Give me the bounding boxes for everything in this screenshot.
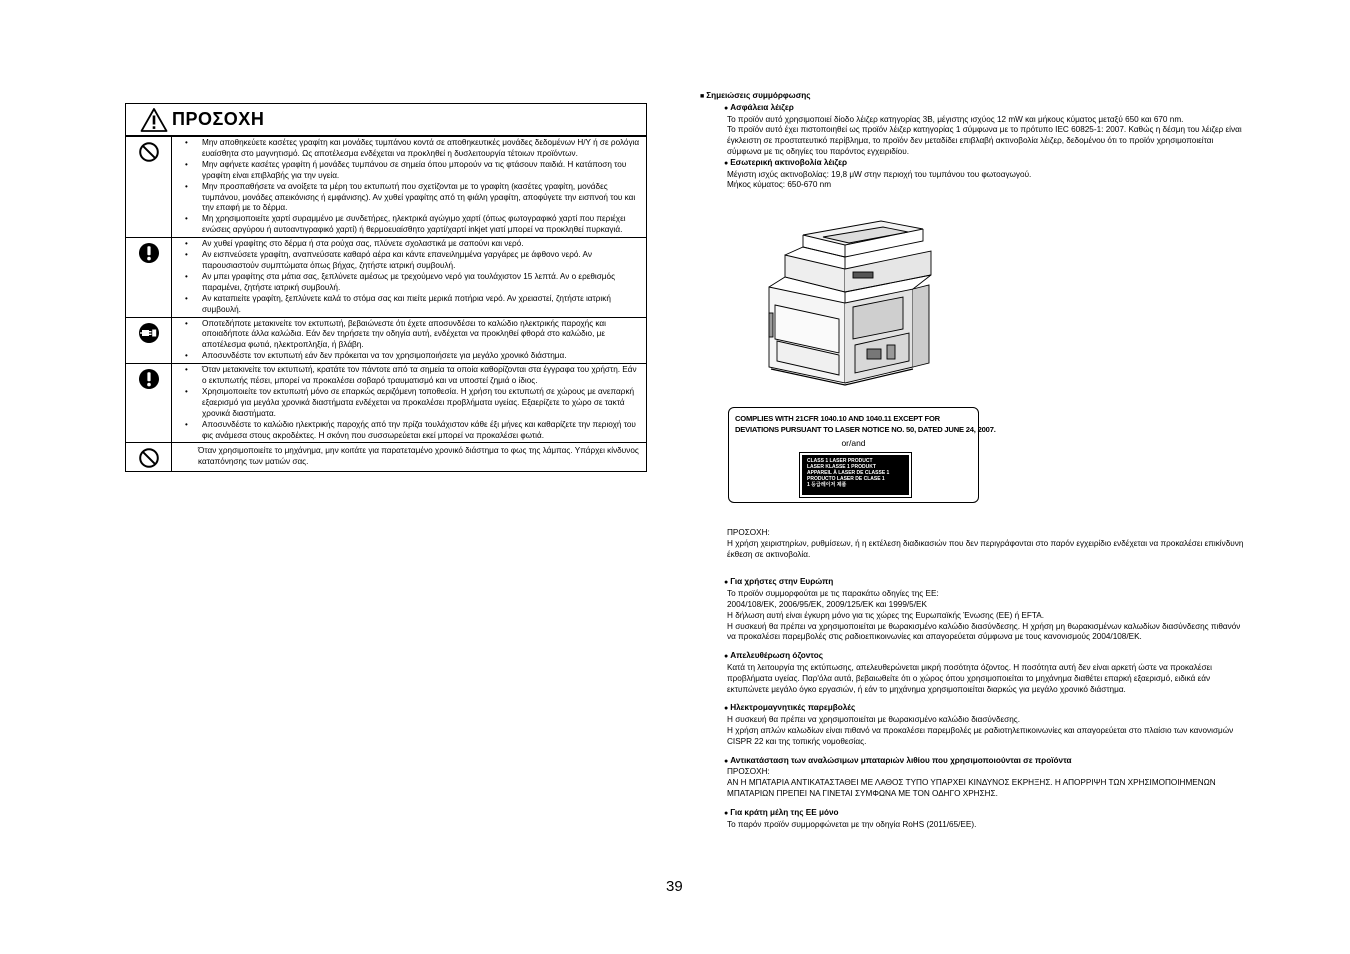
list-item: • Μην αφήνετε κασέτες γραφίτη ή μονάδες τυμπάνου σε σημεία όπου μπορούν να τις φτάσουν παιδιά. Η κατάποση του γραφίτη είναι επιβλαβής για την υγεία. <box>172 160 640 182</box>
compliance-notes-continued <box>700 528 1245 830</box>
caution-table <box>125 103 647 472</box>
mandatory-action-icon <box>138 242 160 264</box>
caution-header <box>126 104 646 136</box>
laser-compliance-label <box>728 407 996 503</box>
label-line: PRODUCTO LASER DE CLASE 1 <box>807 476 885 482</box>
list-item: • Μην προσπαθήσετε να ανοίξετε τα μέρη του εκτυπωτή που σχετίζονται με το γραφίτη (κασέτες γραφίτη, μονάδες τυμπάνου, μονάδες απεικόνισης ή εμφάνισης). Αν χυθεί γραφίτης από τη φιάλη γραφίτη, αποφύγετε την εισπνοή του και την επαφή με το δέρμα. <box>172 182 640 215</box>
mandatory-action-icon <box>138 368 160 390</box>
caution-row <box>126 442 646 471</box>
list-item: • Αποσυνδέστε τον εκτυπωτή εάν δεν πρόκειται να τον χρησιμοποιήσετε για μεγάλο χρονικό διάστημα. <box>172 351 640 362</box>
caution-title: ΠΡΟΣΟΧΗ <box>172 109 265 129</box>
label-line: LASER KLASSE 1 PRODUKT <box>807 464 876 470</box>
warning-triangle-icon <box>140 107 168 133</box>
subsection-heading: ● Ασφάλεια λέιζερ <box>700 103 1245 115</box>
prohibition-icon <box>138 141 160 163</box>
subsection-heading: ● Για χρήστες στην Ευρώπη <box>700 577 1245 589</box>
class1-laser-label <box>799 452 912 498</box>
paragraph: Το προϊόν αυτό έχει πιστοποιηθεί ως προϊόν λέιζερ κατηγορίας 1 σύμφωνα με το πρότυπο IEC 60825-1: 2007. Καθώς η δέσμη του λέιζερ είναι έγκλειστη σε προστατευτικό περίβλημα, το προϊόν δεν μεταδίδει επιβλαβή ακτινοβολία λέιζερ, δεδομένου ότι το προϊόν χρησιμοποιείται σύμφωνα με τις οδηγίες του παρόντος εγχειριδίου. <box>727 125 1242 156</box>
paragraph: Η συσκευή θα πρέπει να χρησιμοποιείται με θωρακισμένο καλώδιο διασύνδεσης. Η χρήση μη θωρακισμένων καλωδίων διασύνδεσης πιθανόν να προκαλέσει παρεμβολές στις ραδιοεπικοινωνίες και απαγορεύεται σύμφωνα με τους κανονισμούς 2004/108/EK. <box>727 621 1241 642</box>
subsection-heading: ● Για κράτη μέλη της ΕΕ μόνο <box>700 808 1245 820</box>
paragraph: ΑΝ Η ΜΠΑΤΑΡΙΑ ΑΝΤΙΚΑΤΑΣΤΑΘΕΙ ΜΕ ΛΑΘΟΣ ΤΥΠΟ ΥΠΑΡΧΕΙ ΚΙΝΔΥΝΟΣ ΕΚΡΗΞΗΣ. Η ΑΠΟΡΡΙΨΗ ΤΩΝ ΧΡΗΣΙΜΟΠΟΙΗΜΕΝΩΝ ΜΠΑΤΑΡΙΩΝ ΠΡΕΠΕΙ ΝΑ ΓΙΝΕΤΑΙ ΣΥΜΦΩΝΑ ΜΕ ΤΟΝ ΟΔΗΓΟ ΧΡΗΣΗΣ. <box>727 778 1216 798</box>
label-line: APPAREIL À LASER DE CLASSE 1 <box>807 470 890 476</box>
list-item: • Μη χρησιμοποιείτε χαρτί συραμμένο με συνδετήρες, ηλεκτρικά αγώγιμο χαρτί (όπως φωτογραφικό χαρτί που περιέχει ενώσεις αργύρου ή αυτοαντιγραφικό χαρτί) ή θερμοευαίσθητο χαρτί/χαρτί inkjet γιατί μπορεί να προκληθεί πυρκαγιά. <box>172 214 640 236</box>
caution-list <box>172 138 640 236</box>
compliance-notes <box>700 91 1245 191</box>
paragraph: Κατά τη λειτουργία της εκτύπωσης, απελευθερώνεται μικρή ποσότητα όζοντος. Η ποσότητα αυτή δεν είναι αρκετή ώστε να προκαλέσει προβλήματα υγείας. Παρ'όλα αυτά, βεβαιωθείτε ότι ο χώρος όπου χρησιμοποιείται το μηχάνημα διαθέτει επαρκή εξαερισμό, ειδικά εάν εκτυπώνετε μεγάλο όγκο εργασιών, ή εάν το μηχάνημα χρησιμοποιείται διαρκώς για μεγάλο χρονικό διάστημα. <box>727 662 1212 694</box>
paragraph: Μήκος κύματος: 650-670 nm <box>727 180 832 190</box>
printer-illustration <box>763 217 935 395</box>
label-line: DEVIATIONS PURSUANT TO LASER NOTICE NO. 50, DATED JUNE 24, 2007. <box>735 425 996 434</box>
label-or: or/and <box>841 438 866 448</box>
paragraph: Το παρόν προϊόν συμμορφώνεται με την οδηγία RoHS (2011/65/EE). <box>727 819 977 829</box>
paragraph: Το προϊόν συμμορφούται με τις παρακάτω οδηγίες της ΕΕ: <box>727 589 939 599</box>
list-item: • Αν καταπιείτε γραφίτη, ξεπλύνετε καλά το στόμα σας και πιείτε μερικά ποτήρια νερό. Αν χρειαστεί, ζητήστε ιατρική συμβουλή. <box>172 294 640 316</box>
caution-row <box>126 363 646 442</box>
paragraph: Η χρήση χειριστηρίων, ρυθμίσεων, ή η εκτέλεση διαδικασιών που δεν περιγράφονται στο παρόν εγχειρίδιο ενδέχεται να προκαλέσει επικίνδυνη έκθεση σε ακτινοβολία. <box>727 538 1244 559</box>
list-item: • Αν χυθεί γραφίτης στο δέρμα ή στα ρούχα σας, πλύνετε σχολαστικά με σαπούνι και νερό. <box>172 239 640 250</box>
label-line: COMPLIES WITH 21CFR 1040.10 AND 1040.11 EXCEPT FOR <box>735 414 940 423</box>
paragraph: Το προϊόν αυτό χρησιμοποιεί δίοδο λέιζερ κατηγορίας 3B, μέγιστης ισχύος 12 mW και μήκους κύματος μεταξύ 650 και 670 nm. <box>727 114 1184 124</box>
subsection-heading: ● Εσωτερική ακτινοβολία λέιζερ <box>700 158 1245 170</box>
paragraph: Η συσκευή θα πρέπει να χρησιμοποιείται με θωρακισμένο καλώδιο διασύνδεσης. <box>727 715 1020 725</box>
caution-row <box>126 237 646 316</box>
list-item: • Μην αποθηκεύετε κασέτες γραφίτη και μονάδες τυμπάνου κοντά σε αποθηκευτικές μονάδες δεδομένων Η/Υ ή σε ρολόγια ευαίσθητα στο μαγνητισμό. Ως αποτέλεσμα ενδέχεται να προκληθεί η δυσλειτουργία τέτοιων προϊόντων. <box>172 138 640 160</box>
paragraph: Η δήλωση αυτή είναι έγκυρη μόνο για τις χώρες της Ευρωπαϊκής Ένωσης (ΕΕ) ή EFTA. <box>727 610 1045 620</box>
subsection-heading: ● Αντικατάσταση των αναλώσιμων μπαταριών λιθίου που χρησιμοποιούνται σε προϊόντα <box>700 756 1245 768</box>
paragraph: 2004/108/EK, 2006/95/EK, 2009/125/EK και 1999/5/EK <box>727 599 927 609</box>
page-number: 39 <box>666 878 683 895</box>
list-item: • Αποσυνδέστε το καλώδιο ηλεκτρικής παροχής από την πρίζα τουλάχιστον κάθε έξι μήνες και καθαρίζετε την περιοχή του φις ανάμεσα στους ακροδέκτες. Η σκόνη που συσσωρεύεται εκεί μπορεί να προκαλέσει φωτιά. <box>172 420 640 442</box>
caution-list <box>172 365 640 441</box>
label-line: CLASS 1 LASER PRODUCT <box>807 458 873 464</box>
list-item: • Αν εισπνεύσετε γραφίτη, αναπνεύσατε καθαρό αέρα και κάντε επανειλημμένα γαργάρες με άφθονο νερό. Αν παρουσιαστούν συμπτώματα όπως βήχας, ζητήστε ιατρική συμβουλή. <box>172 250 640 272</box>
list-item: • Χρησιμοποιείτε τον εκτυπωτή μόνο σε επαρκώς αεριζόμενη τοποθεσία. Η χρήση του εκτυπωτή σε χώρους με ανεπαρκή εξαερισμό για μεγάλα χρονικά διαστήματα ενδέχεται να προκαλέσει προβλήματα υγείας. Εξαερίζετε το χώρο σε τακτά χρονικά διαστήματα. <box>172 387 640 420</box>
caution-label: ΠΡΟΣΟΧΗ: <box>727 528 770 537</box>
caution-row <box>126 317 646 364</box>
subsection-heading: ● Απελευθέρωση όζοντος <box>700 651 1245 663</box>
caution-list <box>172 239 640 315</box>
paragraph: Μέγιστη ισχύς ακτινοβολίας: 19,8 μW στην περιοχή του τυμπάνου του φωτοαγωγού. <box>727 169 1032 179</box>
caution-list <box>172 319 640 363</box>
subsection-heading: ● Ηλεκτρομαγνητικές παρεμβολές <box>700 703 1245 715</box>
list-item: • Όταν μετακινείτε τον εκτυπωτή, κρατάτε τον πάντοτε από τα σημεία τα οποία καθορίζονται στα έγγραφα του χρήστη. Εάν ο εκτυπωτής πέσει, μπορεί να προκαλέσει σοβαρό τραυματισμό και να υποστεί ζημιά ο ίδιος. <box>172 365 640 387</box>
section-heading: ■ Σημειώσεις συμμόρφωσης <box>700 91 1245 103</box>
label-line: 1 등급레이저 제품 <box>807 482 847 488</box>
prohibition-icon <box>138 447 160 469</box>
list-item: • Οποτεδήποτε μετακινείτε τον εκτυπωτή, βεβαιώνεστε ότι έχετε αποσυνδέσει το καλώδιο ηλεκτρικής παροχής και οποιαδήποτε άλλα καλώδια. Εάν δεν τηρήσετε την οδηγία αυτή, ενδέχεται να προκληθεί φθορά στο καλώδιο, με αποτέλεσμα φωτιά, ηλεκτροπληξία, ή βλάβη. <box>172 319 640 352</box>
caution-label: ΠΡΟΣΟΧΗ: <box>727 767 770 777</box>
paragraph: Η χρήση απλών καλωδίων είναι πιθανό να προκαλέσει παρεμβολές με ραδιοτηλεπικοινωνίες και απαγορεύεται στο πλαίσιο των κανονισμών CISPR 22 και της τοπικής νομοθεσίας. <box>727 725 1234 746</box>
caution-text: Όταν χρησιμοποιείτε το μηχάνημα, μην κοιτάτε για παρατεταμένο χρονικό διάστημα το φως της λάμπας. Υπάρχει κίνδυνος καταπόνησης των ματιών σας. <box>198 446 639 467</box>
list-item: • Αν μπει γραφίτης στα μάτια σας, ξεπλύνετε αμέσως με τρεχούμενο νερό για τουλάχιστον 15 λεπτά. Αν ο ερεθισμός παραμένει, ζητήστε ιατρική συμβουλή. <box>172 272 640 294</box>
unplug-icon <box>138 322 160 344</box>
caution-row <box>126 136 646 237</box>
